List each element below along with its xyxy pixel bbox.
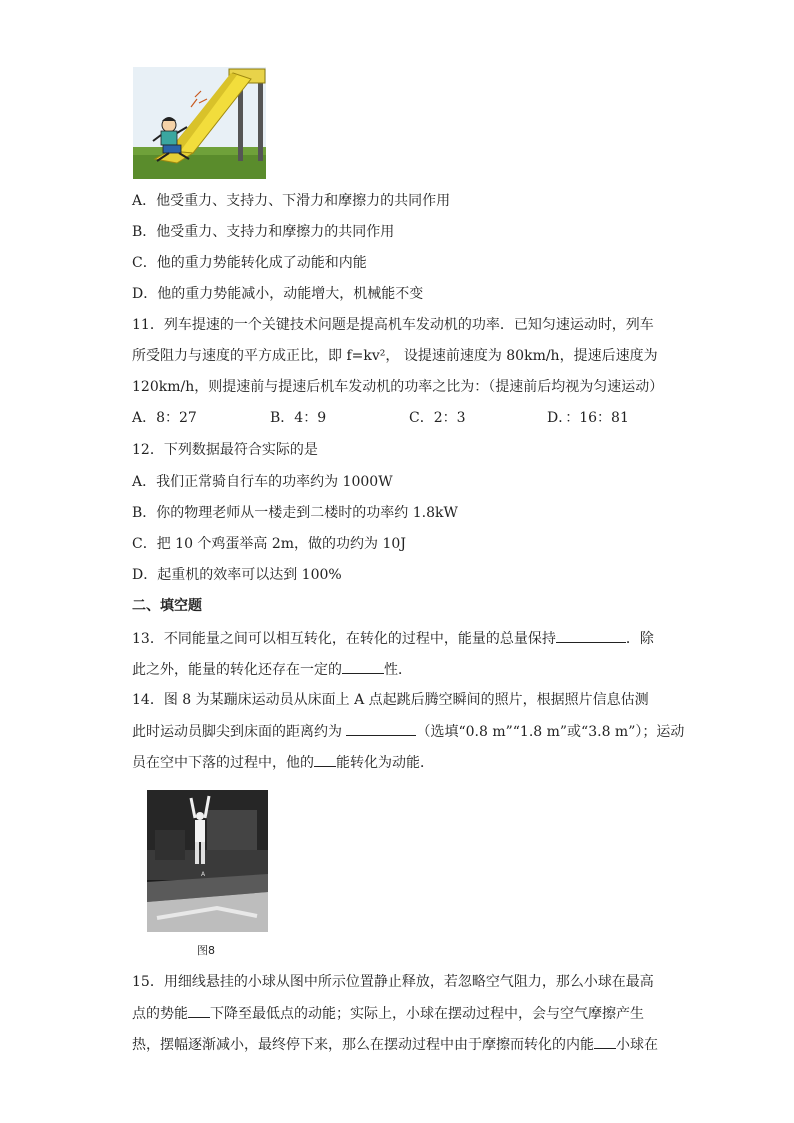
- q14-text-2a: 此时运动员脚尖到床面的距离约为: [132, 724, 347, 740]
- trampoline-photo: [147, 790, 268, 932]
- q12-option-d: D．起重机的效率可以达到 100%: [132, 567, 342, 583]
- q15-blank-1[interactable]: [188, 1003, 210, 1018]
- q15-text-3a: 热，摆幅逐渐减小，最终停下来，那么在摆动过程中由于摩擦而转化的内能: [132, 1037, 594, 1053]
- q13-blank-2[interactable]: [342, 659, 384, 674]
- q10-option-d: D．他的重力势能减小，动能增大，机械能不变: [132, 286, 424, 302]
- q15-line1: 15．用细线悬挂的小球从图中所示位置静止释放，若忽略空气阻力，那么小球在最高: [132, 974, 654, 990]
- q13-line1: [132, 628, 654, 649]
- q11-option-a: A．8：27: [132, 410, 197, 426]
- svg-text:A: A: [201, 871, 206, 878]
- q15-text-2a: 点的势能: [132, 1006, 188, 1022]
- q11-option-c: C．2：3: [409, 410, 466, 426]
- section-heading: 二、填空题: [132, 598, 202, 614]
- q14-line2: [132, 721, 684, 742]
- q11-option-d: D．：16：81: [547, 410, 629, 426]
- q13-text-2b: 性．: [384, 662, 412, 678]
- q13-line2: [132, 659, 412, 680]
- q14-line3: [132, 752, 434, 773]
- q10-option-b: B．他受重力、支持力和摩擦力的共同作用: [132, 224, 395, 240]
- q12-option-a: A．我们正常骑自行车的功率约为 1000W: [132, 474, 393, 490]
- figure-caption: 图8: [197, 944, 215, 957]
- q13-text-2a: 此之外，能量的转化还存在一定的: [132, 662, 342, 678]
- q12-option-c: C．把 10 个鸡蛋举高 2m，做的功约为 10J: [132, 536, 406, 552]
- q14-line1: 14．图 8 为某蹦床运动员从床面上 A 点起跳后腾空瞬间的照片，根据照片信息估测: [132, 692, 649, 708]
- q15-line3: [132, 1034, 658, 1055]
- q14-text-3a: 员在空中下落的过程中，他的: [132, 755, 314, 771]
- q13-blank-1[interactable]: [556, 628, 626, 643]
- q13-text-1b: ．除: [625, 631, 654, 647]
- q14-text-3b: 能转化为动能．: [336, 755, 434, 771]
- q11-stem-line3: 120km/h，则提速前与提速后机车发动机的功率之比为：（提速前后均视为匀速运动）: [132, 379, 664, 395]
- q13-text-1a: 13．不同能量之间可以相互转化，在转化的过程中，能量的总量保持: [132, 631, 556, 647]
- q11-option-b: B．4：9: [270, 410, 327, 426]
- q10-option-c: C．他的重力势能转化成了动能和内能: [132, 255, 367, 271]
- q15-line2: [132, 1003, 644, 1024]
- q14-blank-2[interactable]: [314, 752, 336, 767]
- q10-option-a: A．他受重力、支持力、下滑力和摩擦力的共同作用: [132, 193, 451, 209]
- q15-text-3b: 小球在: [616, 1037, 658, 1053]
- q11-stem-line2: 所受阻力与速度的平方成正比，即 f=kv²， 设提速前速度为 80km/h，提速后速度为: [132, 348, 658, 364]
- q12-stem: 12．下列数据最符合实际的是: [132, 442, 318, 458]
- q15-text-2b: 下降至最低点的动能；实际上，小球在摆动过程中，会与空气摩擦产生: [210, 1006, 644, 1022]
- q14-text-2b: （选填“0.8 m”“1.8 m”或“3.8 m”）；运动: [416, 724, 685, 740]
- q15-blank-2[interactable]: [594, 1034, 616, 1049]
- slide-illustration: [133, 67, 266, 179]
- q14-blank-1[interactable]: [346, 721, 416, 736]
- q12-option-b: B．你的物理老师从一楼走到二楼时的功率约 1.8kW: [132, 505, 458, 521]
- q11-stem-line1: 11．列车提速的一个关键技术问题是提高机车发动机的功率．已知匀速运动时，列车: [132, 317, 654, 333]
